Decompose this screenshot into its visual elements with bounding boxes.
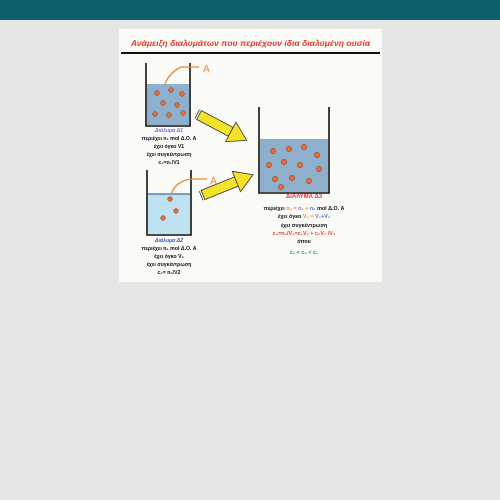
- l2-eq: =: [310, 214, 314, 221]
- solution-2-line4: c₂= n₂/V2: [157, 270, 181, 276]
- particle: [181, 111, 186, 116]
- particle: [301, 144, 306, 149]
- substance-label-bottom: A: [210, 176, 217, 187]
- particle: [281, 159, 286, 164]
- slide-title: Ανάμειξη διαλυμάτων που περιέχουν ίδια διαλυμένη ουσία: [130, 38, 371, 48]
- particle: [161, 216, 166, 221]
- particle: [175, 103, 180, 108]
- solution-3-line4: c₃=n₃/V₃=c₁V₁ + c₂V₂ /V₃: [272, 230, 336, 237]
- l2-v2: +V₂: [320, 214, 331, 221]
- particle: [272, 176, 277, 181]
- l6-lt1: <: [296, 250, 300, 257]
- solution-3-line1: [234, 205, 374, 213]
- particle: [153, 112, 158, 117]
- solution-2-line2: έχει όγκο V₂: [154, 254, 184, 260]
- solution-3-line5: όπου: [297, 239, 311, 246]
- solution-3-line3: έχει συγκέντρωση: [280, 222, 328, 229]
- substance-label-top: A: [203, 64, 210, 75]
- l1-eq: =: [293, 206, 297, 213]
- particle: [155, 91, 160, 96]
- particle: [270, 148, 275, 153]
- solution-2-line3: έχει συγκέντρωση: [146, 262, 192, 268]
- l1-n3: n₃: [286, 206, 293, 213]
- solution-1-line1: περιέχει n₁ mol Δ.Ο. Α: [141, 136, 197, 142]
- beaker-3: [259, 107, 329, 193]
- particle: [168, 197, 173, 202]
- solution-3-name: ΔΙΑΛΥΜΑ Δ3: [285, 194, 323, 200]
- solution-2-caption: [121, 237, 217, 277]
- solution-1-caption: [121, 127, 217, 167]
- particle: [306, 178, 311, 183]
- solution-3-line6: [234, 249, 374, 257]
- top-bar: [0, 0, 500, 20]
- l1-prefix: περιέχει: [263, 206, 285, 213]
- particle: [174, 209, 179, 214]
- particle: [278, 184, 283, 189]
- particle: [314, 152, 319, 157]
- l6-c1: c₁: [312, 250, 319, 257]
- solution-3-line2: [234, 213, 374, 221]
- beaker-1: [146, 63, 190, 126]
- solution-1-line4: c₁=n₁/V1: [158, 160, 180, 166]
- particle: [289, 175, 294, 180]
- particle: [161, 101, 166, 106]
- l6-lt2: <: [308, 250, 312, 257]
- particle: [169, 88, 174, 93]
- particle: [286, 146, 291, 151]
- l1-suffix: mol Δ.Ο. Α: [317, 206, 345, 213]
- l2-v1: V₁: [315, 214, 321, 221]
- solution-1-line3: έχει συγκέντρωση: [146, 152, 192, 158]
- particle: [180, 92, 185, 97]
- l1-plus: +: [305, 206, 309, 213]
- l6-c2: c₂: [289, 250, 296, 257]
- particle: [167, 113, 172, 118]
- l2-v3: V₃: [302, 214, 309, 221]
- arrow-to-a-top: [165, 67, 199, 84]
- slide-image: [119, 29, 382, 282]
- particle: [266, 162, 271, 167]
- l1-n1: n₁: [298, 206, 304, 213]
- beaker-1-liquid: [147, 84, 189, 125]
- solution-1-line2: έχει όγκο V1: [153, 144, 185, 150]
- beaker-2: [147, 170, 191, 235]
- particle: [316, 166, 321, 171]
- particle: [297, 162, 302, 167]
- l2-prefix: έχει όγκο: [277, 214, 302, 221]
- l1-n2: n₂: [309, 206, 316, 213]
- l6-c3: c₃: [301, 250, 307, 257]
- solution-2-name: Διάλυμα Δ2: [155, 238, 183, 244]
- solution-3-caption: [234, 193, 374, 257]
- solution-1-name: Διάλυμα Δ1: [155, 128, 183, 134]
- solution-2-line1: περιέχει n₂ mol Δ.Ο. Α: [141, 246, 197, 252]
